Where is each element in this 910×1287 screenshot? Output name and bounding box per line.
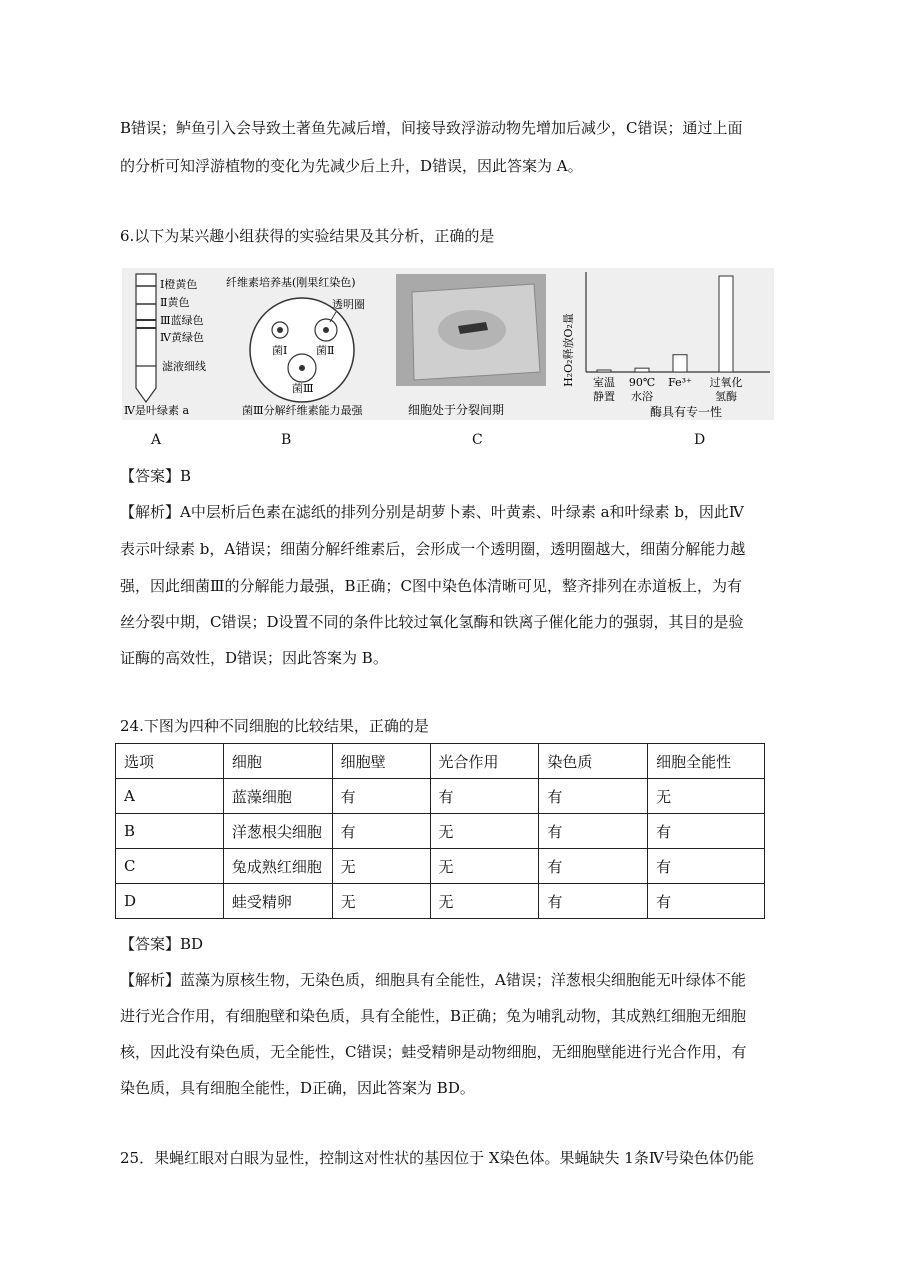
figure-d-ylabel: H₂O₂释放O₂量 [562, 313, 575, 387]
bar-90c [635, 368, 649, 372]
figure-b-svg [222, 268, 384, 420]
question-6-stem: 6.以下为某兴趣小组获得的实验结果及其分析，正确的是 [120, 227, 495, 245]
table-cell: A [116, 779, 224, 814]
table-cell: 蛙受精卵 [223, 884, 332, 919]
figure-b-title: 纤维素培养基(刚果红染色) [226, 276, 356, 289]
table-cell: C [116, 849, 224, 884]
table-header: 选项 [116, 744, 224, 779]
analysis-line: 证酶的高效性，D错误；因此答案为 B。 [120, 649, 388, 667]
bar-label: 静置 [593, 390, 615, 403]
table-header: 细胞全能性 [648, 744, 765, 779]
figure-d-svg [560, 268, 774, 420]
table-cell: 无 [648, 779, 765, 814]
analysis-line: 丝分裂中期，C错误；D设置不同的条件比较过氧化氢酶和铁离子催化能力的强弱，其目的是验 [120, 613, 744, 631]
analysis-line: 进行光合作用，有细胞壁和染色质，具有全能性，B正确；兔为哺乳动物，其成熟红细胞无细胞 [120, 1007, 747, 1025]
cell-comparison-table [115, 743, 765, 919]
table-header-row [116, 744, 765, 779]
colony-label: 菌Ⅲ [292, 382, 314, 395]
bar-label: 过氧化 [709, 376, 743, 389]
filter-line-label: 滤液细线 [162, 360, 206, 373]
bar-catalase [719, 276, 733, 372]
table-cell: 蓝藻细胞 [223, 779, 332, 814]
table-cell: B [116, 814, 224, 849]
analysis-line: 强，因此细菌Ⅲ的分解能力最强，B正确；C图中染色体清晰可见，整齐排列在赤道板上，为有 [120, 577, 742, 595]
band-label: Ⅱ黄色 [160, 296, 190, 309]
table-row [116, 779, 765, 814]
bar-room-temp [597, 370, 611, 372]
bar-label: 室温 [593, 376, 615, 389]
table-cell: 有 [332, 779, 430, 814]
analysis-line: 【解析】A中层析后色素在滤纸的排列分别是胡萝卜素、叶黄素、叶绿素 a和叶绿素 b，因此Ⅳ [120, 503, 744, 521]
figure-d-caption: 酶具有专一性 [650, 405, 723, 419]
experiment-figures [122, 268, 774, 420]
table-row [116, 884, 765, 919]
table-cell: 洋葱根尖细胞 [223, 814, 332, 849]
table-cell: 有 [539, 779, 648, 814]
question-24-stem: 24.下图为四种不同细胞的比较结果，正确的是 [120, 717, 429, 735]
figure-b-caption: 菌Ⅲ分解纤维素能力最强 [242, 404, 363, 417]
table-cell: 有 [539, 884, 648, 919]
table-header: 细胞 [223, 744, 332, 779]
option-label: D [694, 432, 706, 448]
table-cell: 有 [648, 814, 765, 849]
table-cell: 有 [539, 814, 648, 849]
colony-label: 菌Ⅰ [272, 344, 288, 357]
table-cell: 无 [332, 884, 430, 919]
table-cell: 有 [539, 849, 648, 884]
bar-label: 水浴 [631, 390, 653, 403]
option-label: B [281, 432, 292, 448]
bar-label: 氢酶 [715, 390, 737, 403]
question-24-answer: 【答案】BD [120, 935, 204, 953]
band-label: Ⅰ橙黄色 [160, 278, 198, 291]
figure-d-chart [560, 268, 774, 420]
figure-b-petri-dish [222, 268, 384, 420]
question-25-stem: 25．果蝇红眼对白眼为显性，控制这对性状的基因位于 X染色体。果蝇缺失 1条Ⅳ号染色体仍能 [120, 1149, 754, 1167]
figure-a-caption: Ⅳ是叶绿素 a [124, 404, 190, 417]
table-header: 光合作用 [430, 744, 539, 779]
band-label: Ⅲ蓝绿色 [160, 314, 204, 327]
table-header: 染色质 [539, 744, 648, 779]
figure-c-svg [384, 268, 560, 420]
text-line: B错误；鲈鱼引入会导致土著鱼先减后增，间接导致浮游动物先增加后减少，C错误；通过上面 [120, 119, 743, 137]
table-cell: 有 [648, 849, 765, 884]
table-row [116, 849, 765, 884]
bar-fe3 [673, 355, 687, 372]
figure-c-micrograph [384, 268, 560, 420]
figure-a-chromatography [122, 268, 222, 420]
analysis-line: 染色质，具有细胞全能性，D正确，因此答案为 BD。 [120, 1079, 475, 1097]
table-cell: 无 [332, 849, 430, 884]
table-header: 细胞壁 [332, 744, 430, 779]
text-line: 的分析可知浮游植物的变化为先减少后上升，D错误，因此答案为 A。 [120, 157, 583, 175]
figure-c-caption: 细胞处于分裂间期 [408, 403, 505, 417]
bar-label: 90℃ [628, 376, 656, 389]
ring-label: 透明圈 [332, 298, 365, 311]
bar-label: Fe³⁺ [668, 376, 692, 389]
figure-a-svg [122, 268, 222, 420]
table-cell: 有 [332, 814, 430, 849]
band-label: Ⅳ黄绿色 [160, 331, 204, 344]
table-cell: 无 [430, 884, 539, 919]
table-cell: 有 [648, 884, 765, 919]
colony-label: 菌Ⅱ [316, 344, 335, 357]
analysis-line: 表示叶绿素 b，A错误；细菌分解纤维素后，会形成一个透明圈，透明圈越大，细菌分解能力越 [120, 540, 746, 558]
table-row [116, 814, 765, 849]
table-cell: D [116, 884, 224, 919]
analysis-line: 核，因此没有染色质，无全能性，C错误；蛙受精卵是动物细胞，无细胞壁能进行光合作用，有 [120, 1043, 747, 1061]
table-cell: 无 [430, 849, 539, 884]
table-cell: 无 [430, 814, 539, 849]
table-cell: 兔成熟红细胞 [223, 849, 332, 884]
option-label: C [472, 432, 483, 448]
question-6-answer: 【答案】B [120, 467, 192, 485]
table-cell: 有 [430, 779, 539, 814]
analysis-line: 【解析】蓝藻为原核生物，无染色质，细胞具有全能性，A错误；洋葱根尖细胞能无叶绿体不能 [120, 971, 746, 989]
option-label: A [151, 432, 162, 448]
